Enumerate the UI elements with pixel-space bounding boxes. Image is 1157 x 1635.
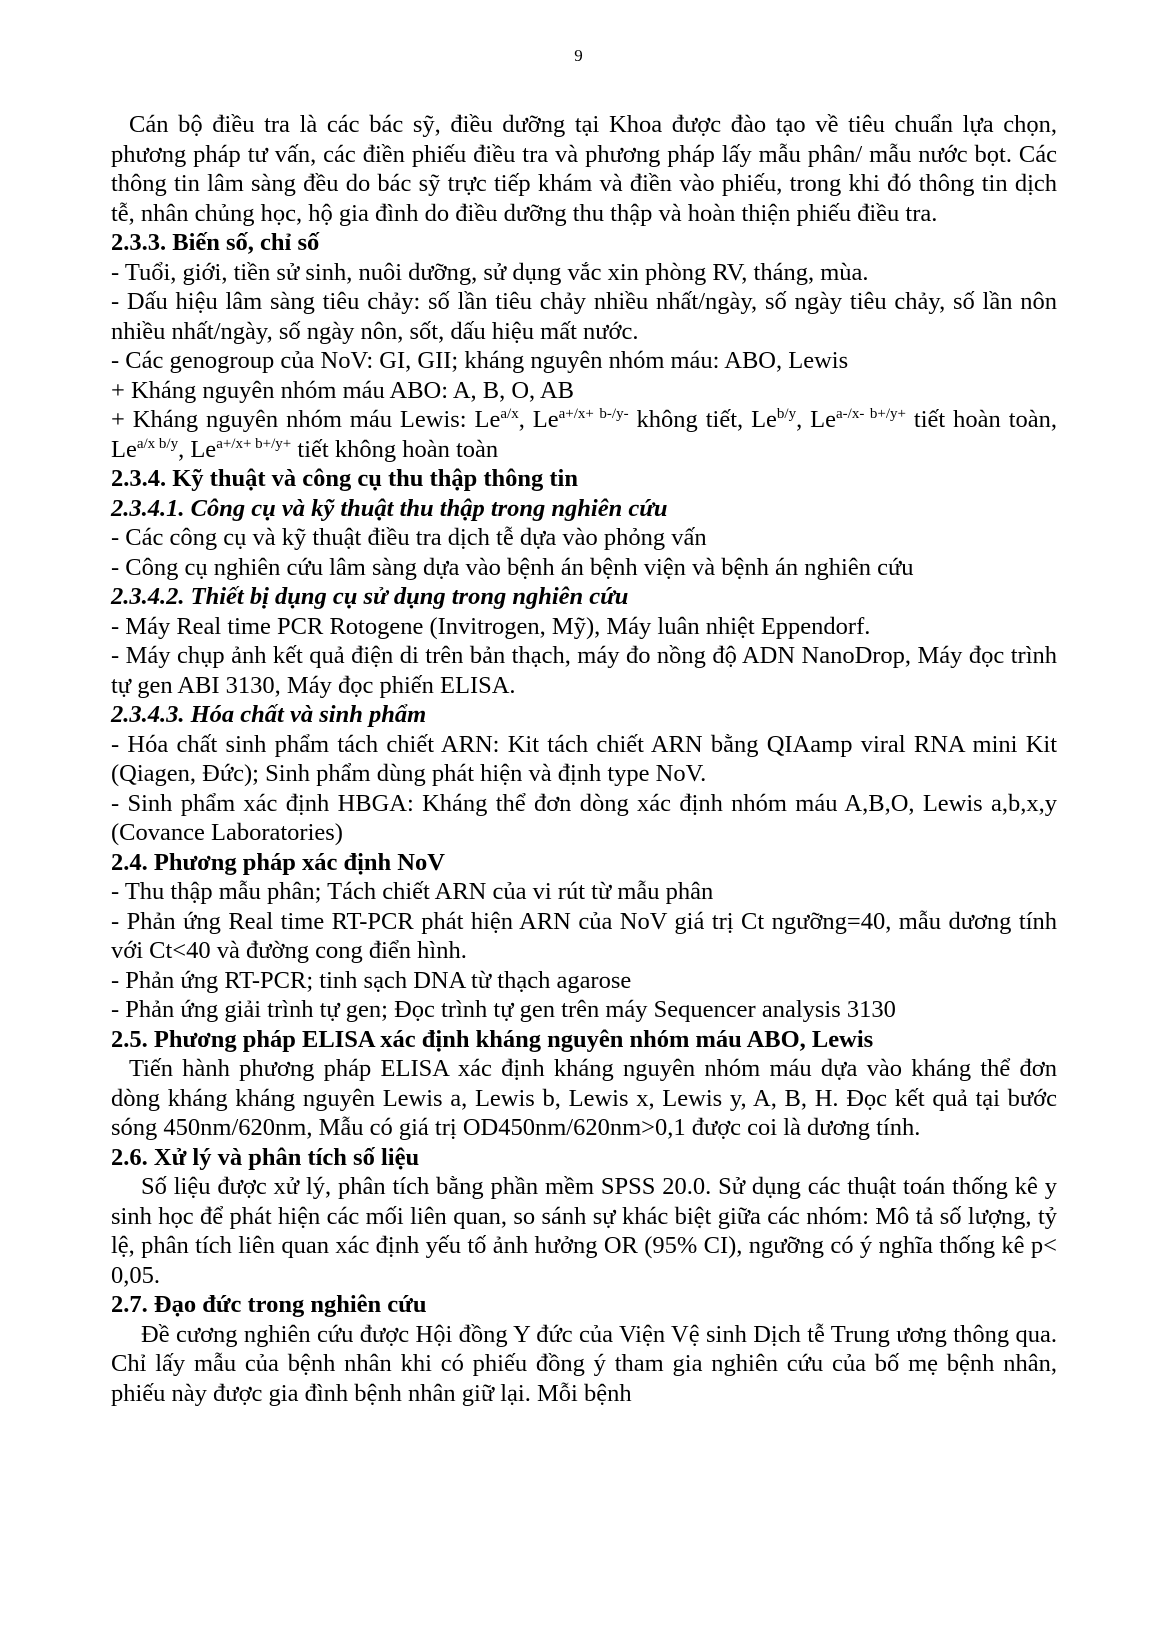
heading-2-4: 2.4. Phương pháp xác định NoV [111,848,445,876]
list-item: + Kháng nguyên nhóm máu ABO: A, B, O, AB [111,376,574,404]
heading-2-3-4: 2.3.4. Kỹ thuật và công cụ thu thập thông tin [111,465,578,492]
list-item: - Máy chụp ảnh kết quả điện di trên bản thạch, máy đo nồng độ ADN NanoDrop, Máy đọc trình tự gen ABI 3130, Máy đọc phiến ELISA. [111,642,1057,699]
list-item: - Tuổi, giới, tiền sử sinh, nuôi dưỡng, sử dụng vắc xin phòng RV, tháng, mùa. [111,258,869,286]
heading-2-6: 2.6. Xử lý và phân tích số liệu [111,1143,420,1171]
list-item: - Công cụ nghiên cứu lâm sàng dựa vào bệnh án bệnh viện và bệnh án nghiên cứu [111,553,914,581]
list-item: - Dấu hiệu lâm sàng tiêu chảy: số lần tiêu chảy nhiều nhất/ngày, số ngày tiêu chảy, số lần nôn nhiều nhất/ngày, số ngày nôn, sốt, dấu hiệu mất nước. [111,288,1057,345]
heading-2-3-4-1: 2.3.4.1. Công cụ và kỹ thuật thu thập trong nghiên cứu [111,494,668,522]
list-item: - Sinh phẩm xác định HBGA: Kháng thể đơn dòng xác định nhóm máu A,B,O, Lewis a,b,x,y (Covance Laboratories) [111,789,1057,846]
page-number: 9 [574,46,583,65]
list-item: - Máy Real time PCR Rotogene (Invitrogen, Mỹ), Máy luân nhiệt Eppendorf. [111,612,871,640]
heading-2-3-4-2: 2.3.4.2. Thiết bị dụng cụ sử dụng trong nghiên cứu [111,583,629,610]
document-body [111,110,1057,1408]
list-item: - Phản ứng Real time RT-PCR phát hiện ARN của NoV giá trị Ct ngưỡng=40, mẫu dương tính với Ct<40 và đường cong điển hình. [111,907,1057,964]
heading-2-7: 2.7. Đạo đức trong nghiên cứu [111,1291,427,1318]
heading-2-3-4-3: 2.3.4.3. Hóa chất và sinh phẩm [111,701,427,728]
heading-2-3-3: 2.3.3. Biến số, chỉ số [111,229,320,256]
list-item: - Phản ứng RT-PCR; tinh sạch DNA từ thạch agarose [111,966,632,994]
heading-2-5: 2.5. Phương pháp ELISA xác định kháng nguyên nhóm máu ABO, Lewis [111,1025,874,1053]
list-item-lewis: + Kháng nguyên nhóm máu Lewis: $Le^{a/x}$, $Le^{a+/x+ b-/y-}$ không tiết, $Le^{b/y}$, $Le^{a-/x- b+/y+}$ tiết hoàn toàn, $Le^{a/x b/y}$, $Le^{a+/x+ b+/y+}$ tiết không hoàn toàn [111,406,1058,463]
paragraph-investigators: Cán bộ điều tra là các bác sỹ, điều dưỡng tại Khoa được đào tạo về tiêu chuẩn lựa chọn, phương pháp tư vấn, các điền phiếu điều tra và phương pháp lấy mẫu phân/ mẫu nước bọt. Các thông tin lâm sàng đều do bác sỹ trực tiếp khám và điền vào phiếu, trong khi đó thông tin dịch tễ, nhân chủng học, hộ gia đình do điều dưỡng thu thập và hoàn thiện phiếu điều tra. [111,111,1057,227]
paragraph-ethics: Đề cương nghiên cứu được Hội đồng Y đức của Viện Vệ sinh Dịch tễ Trung ương thông qua. Chỉ lấy mẫu của bệnh nhân khi có phiếu đồng ý tham gia nghiên cứu của bố mẹ bệnh nhân, phiếu này được gia đình bệnh nhân giữ lại. Mỗi bệnh [111,1320,1057,1407]
paragraph-elisa: Tiến hành phương pháp ELISA xác định kháng nguyên nhóm máu dựa vào kháng thể đơn dòng kháng kháng nguyên Lewis a, Lewis b, Lewis x, Lewis y, A, B, H. Đọc kết quả tại bước sóng 450nm/620nm, Mẫu có giá trị OD450nm/620nm>0,1 được coi là dương tính. [111,1055,1057,1141]
list-item: - Các genogroup của NoV: GI, GII; kháng nguyên nhóm máu: ABO, Lewis [111,347,849,374]
list-item: - Hóa chất sinh phẩm tách chiết ARN: Kit tách chiết ARN bằng QIAamp viral RNA mini Kit (Qiagen, Đức); Sinh phẩm dùng phát hiện và định type NoV. [111,730,1057,787]
list-item: - Các công cụ và kỹ thuật điều tra dịch tễ dựa vào phỏng vấn [111,524,707,551]
list-item: - Phản ứng giải trình tự gen; Đọc trình tự gen trên máy Sequencer analysis 3130 [111,996,896,1023]
list-item: - Thu thập mẫu phân; Tách chiết ARN của vi rút từ mẫu phân [111,878,714,905]
paragraph-data-analysis: Số liệu được xử lý, phân tích bằng phần mềm SPSS 20.0. Sử dụng các thuật toán thống kê y sinh học để phát hiện các mối liên quan, so sánh sự khác biệt giữa các nhóm: Mô tả số lượng, tỷ lệ, phân tích liên quan xác định yếu tố ảnh hưởng OR (95% CI), ngưỡng có ý nghĩa thống kê p< 0,05. [111,1173,1057,1289]
